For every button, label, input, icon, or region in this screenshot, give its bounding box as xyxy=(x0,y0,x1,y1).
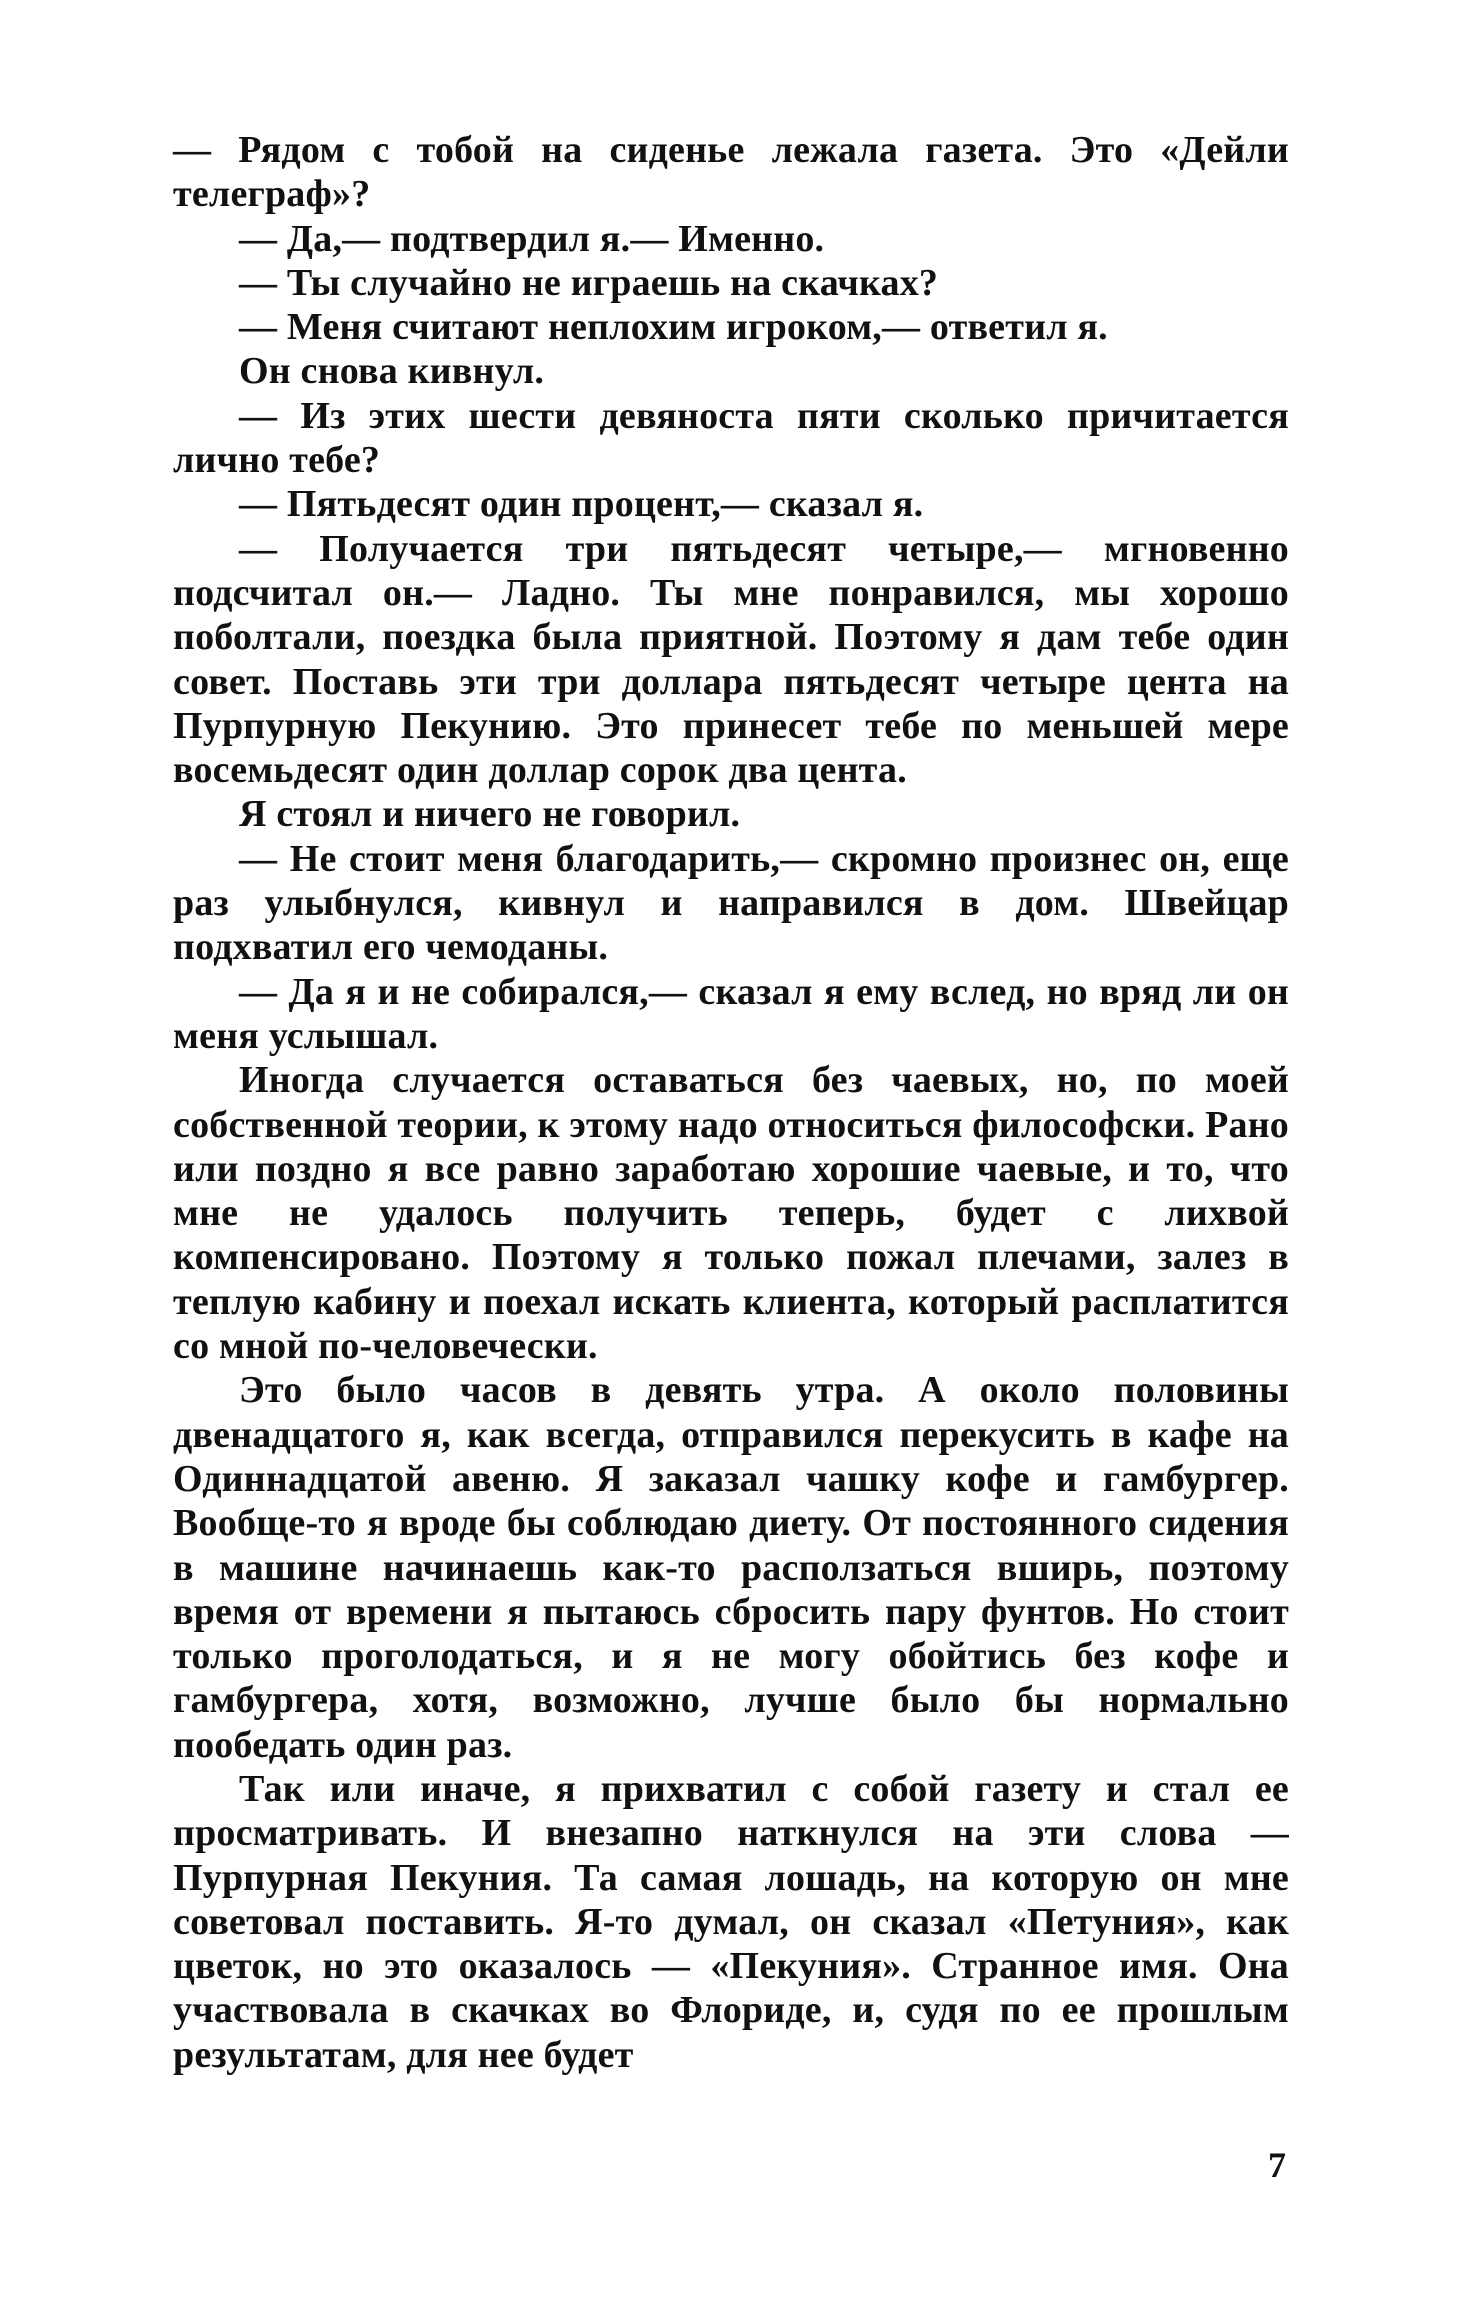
paragraph-advice: — Получается три пятьдесят четыре,— мгновенно подсчитал он.— Ладно. Ты мне понравился, мы хорошо поболтали, поездка была приятной. Поэтому я дам тебе один совет. Поставь эти три доллара пятьдесят четыре цента на Пурпурную Пекунию. Это принесет тебе по меньшей мере восемьдесят один доллар сорок два цента. xyxy=(173,527,1289,792)
paragraph-races-question: — Ты случайно не играешь на скачках? xyxy=(239,261,939,304)
paragraph-reply: — Да я и не собирался,— сказал я ему вслед, но вряд ли он меня услышал. xyxy=(173,970,1289,1057)
paragraph-good-player: — Меня считают неплохим игроком,— ответил я. xyxy=(239,306,1108,349)
paragraph-thanks: — Не стоит меня благодарить,— скромно произнес он, еще раз улыбнулся, кивнул и направился в дом. Швейцар подхватил его чемоданы. xyxy=(173,837,1289,969)
book-page-text xyxy=(173,128,1289,2077)
paragraph-nod: Он снова кивнул. xyxy=(239,350,545,393)
paragraph-percent: — Пятьдесят один процент,— сказал я. xyxy=(239,483,924,526)
paragraph-tips-theory: Иногда случается оставаться без чаевых, но, по моей собственной теории, к этому надо относиться философски. Рано или поздно я все равно заработаю хорошие чаевые, и то, что мне не удалось получить теперь, будет с лихвой компенсировано. Поэтому я только пожал плечами, залез в теплую кабину и поехал искать клиента, который расплатится со мной по-человечески. xyxy=(173,1059,1289,1368)
paragraph-confirm: — Да,— подтвердил я.— Именно. xyxy=(239,217,825,260)
paragraph-cafe: Это было часов в девять утра. А около половины двенадцатого я, как всегда, отправился перекусить в кафе на Одиннадцатой авеню. Я заказал чашку кофе и гамбургер. Вообще-то я вроде бы соблюдаю диету. От постоянного сидения в машине начинаешь как-то расползаться вширь, поэтому время от времени я пытаюсь сбросить пару фунтов. Но стоит только проголодаться, и я не могу обойтись без кофе и гамбургера, хотя, возможно, лучше было бы нормально пообедать один раз. xyxy=(173,1369,1289,1766)
paragraph-silence: Я стоял и ничего не говорил. xyxy=(239,793,741,836)
page-number: 7 xyxy=(1268,2145,1286,2185)
paragraph-newspaper-question: — Рядом с тобой на сиденье лежала газета. Это «Дейли телеграф»? xyxy=(173,129,1289,216)
paragraph-newspaper-discovery: Так или иначе, я прихватил с собой газету и стал ее просматривать. И внезапно наткнулся на эти слова — Пурпурная Пекуния. Та самая лошадь, на которую он мне советовал поставить. Я-то думал, он сказал «Петуния», как цветок, но это оказалось — «Пекуния». Странное имя. Она участвовала в скачках во Флориде, и, судя по ее прошлым результатам, для нее будет xyxy=(173,1767,1289,2076)
paragraph-share-question: — Из этих шести девяноста пяти сколько причитается лично тебе? xyxy=(173,394,1289,482)
